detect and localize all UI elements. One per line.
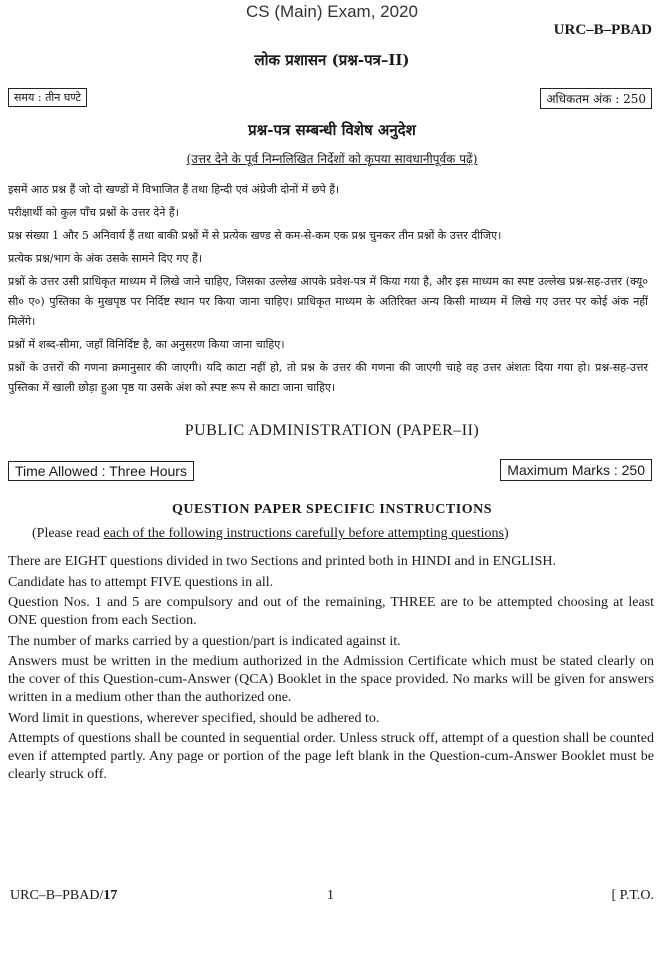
hindi-instructions-heading: प्रश्न-पत्र सम्बन्धी विशेष अनुदेश [248,121,416,139]
hindi-instructions-subheading: (उत्तर देने के पूर्व निम्नलिखित निर्देशों को कृपया सावधानीपूर्वक पढ़ें) [186,152,478,166]
page-number: 1 [327,888,334,903]
english-instructions-subheading [32,526,509,542]
hindi-instruction: प्रश्न संख्या 1 और 5 अनिवार्य हैं तथा बाकी प्रश्नों में से प्रत्येक खण्ड से कम-से-कम एक प्रश्न चुनकर तीन प्रश्नों के उत्तर दीजिए। [8,229,502,242]
hindi-instruction: इसमें आठ प्रश्न हैं जो दो खण्डों में विभाजित हैं तथा हिन्दी एवं अंग्रेजी दोनों में छपे हैं। [8,183,340,196]
hindi-instruction: प्रत्येक प्रश्न/भाग के अंक उसके सामने दिए गए हैं। [8,252,203,265]
pto-label: [ P.T.O. [611,888,654,903]
english-instruction: Word limit in questions, wherever specified, should be adhered to. [8,710,380,726]
english-instruction: Attempts of questions shall be counted in sequential order. Unless struck off, attempt of a question shall be counted even if attempted partly. Any page or portion of the page left blank in the Question-cum-Answer Booklet must be clearly struck off. [8,731,654,782]
subheading-open: (Please read [32,526,104,541]
english-subject-title: PUBLIC ADMINISTRATION (PAPER–II) [184,422,480,439]
hindi-instruction: परीक्षार्थी को कुल पाँच प्रश्नों के उत्तर देने हैं। [8,206,179,219]
paper-code: URC–B–PBAD [553,22,652,38]
subheading-underlined: each of the following instructions carefully before attempting questions [103,526,504,541]
footer-paper-code [10,888,117,904]
hindi-subject-title: लोक प्रशासन (प्रश्न-पत्र–II) [254,51,410,69]
english-instruction: The number of marks carried by a question/part is indicated against it. [8,633,401,649]
english-instruction: Candidate has to attempt FIVE questions in all. [8,574,274,590]
hindi-instructions-list [8,180,648,401]
hindi-instruction: प्रश्नों के उत्तरों की गणना क्रमानुसार की जाएगी। यदि काटा नहीं हो, तो प्रश्न के उत्तर की गणना की जाएगी चाहे वह उत्तर अंशतः दिया गया हो। प्रश्न-सह-उत्तर पुस्तिका में खाली छोड़ा हुआ पृष्ठ या उसके अंश को स्पष्ट रूप से काटा जाना चाहिए। [8,361,648,394]
subheading-close: ) [503,526,509,541]
exam-title: CS (Main) Exam, 2020 [246,2,418,21]
hindi-max-marks-box: अधिकतम अंक : 250 [540,88,652,109]
english-instructions-heading: QUESTION PAPER SPECIFIC INSTRUCTIONS [172,502,492,517]
english-max-marks-box: Maximum Marks : 250 [500,459,652,481]
english-time-allowed-box: Time Allowed : Three Hours [8,461,194,481]
english-instruction: Answers must be written in the medium authorized in the Admission Certificate which must be stated clearly on the cover of this Question-cum-Answer (QCA) Booklet in the space provided. No marks will be given for answers written in a medium other than the authorized one. [8,654,654,705]
footer-code-number: 17 [103,888,118,903]
hindi-instruction: प्रश्नों में शब्द-सीमा, जहाँ विनिर्दिष्ट है, का अनुसरण किया जाना चाहिए। [8,338,285,351]
hindi-instruction: प्रश्नों के उत्तर उसी प्राधिकृत माध्यम में लिखे जाने चाहिए, जिसका उल्लेख आपके प्रवेश-पत्र में किया गया है, और इस माध्यम का स्पष्ट उल्लेख प्रश्न-सह-उत्तर (क्यू० सी० ए०) पुस्तिका के मुखपृष्ठ पर निर्दिष्ट स्थान पर किया जाना चाहिए। प्राधिकृत माध्यम के अतिरिक्त अन्य किसी माध्यम में लिखे गए उत्तर पर कोई अंक नहीं मिलेंगे। [8,275,648,328]
english-instructions-list [8,553,654,787]
english-instruction: There are EIGHT questions divided in two Sections and printed both in HINDI and in ENGLISH. [8,554,556,569]
footer-code-prefix: URC–B–PBAD/ [10,888,104,903]
hindi-time-allowed-box: समय : तीन घण्टे [8,88,87,107]
english-instruction: Question Nos. 1 and 5 are compulsory and out of the remaining, THREE are to be attempted choosing at least ONE question from each Section. [8,595,654,628]
